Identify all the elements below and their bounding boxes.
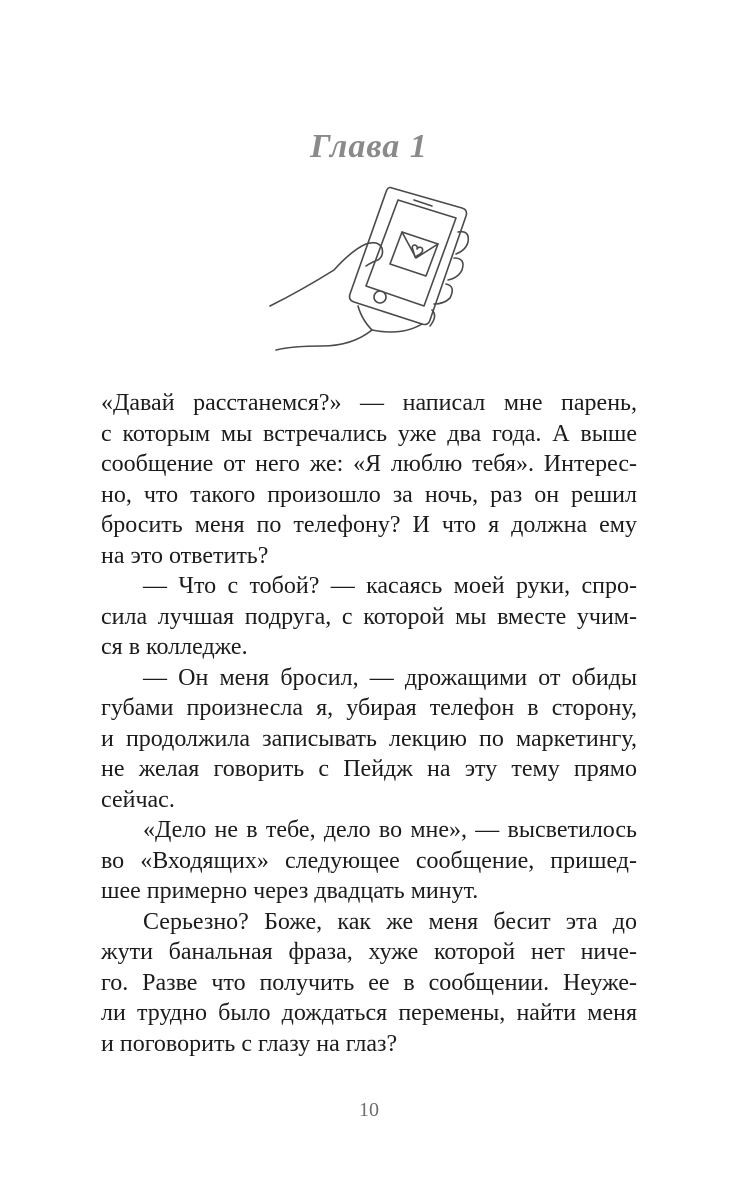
text-line: «Давай расстанемся?» — написал мне парень,: [101, 390, 637, 416]
hand-holding-phone-illustration: [262, 180, 482, 360]
paragraph: [101, 663, 637, 816]
page-number: 10: [359, 1099, 379, 1121]
text-line: «Дело не в тебе, дело во мне», — высветилось: [143, 817, 637, 843]
text-line: и продолжила записывать лекцию по маркетингу,: [101, 725, 637, 752]
text-line: — Он меня бросил, — дрожащими от обиды: [143, 664, 637, 691]
body-text: [101, 388, 637, 1059]
text-line: сообщение от него же: «Я люблю тебя». Интерес-: [101, 451, 637, 477]
hand-holding-phone-with-heart-envelope-icon: [262, 180, 482, 360]
text-line: на это ответить?: [101, 542, 269, 569]
text-line: сейчас.: [101, 786, 175, 813]
chapter-title: Глава 1: [310, 128, 428, 165]
paragraph: [101, 907, 637, 1060]
paragraph: [101, 815, 637, 907]
text-line: но, что такого произошло за ночь, раз он решил: [101, 481, 637, 508]
text-line: ся в колледже.: [101, 634, 248, 660]
text-line: бросить меня по телефону? И что я должна ему: [101, 512, 637, 538]
text-line: — Что с тобой? — касаясь моей руки, спро-: [143, 573, 637, 599]
paragraph: [101, 388, 637, 571]
text-line: с которым мы встречались уже два года. А выше: [101, 420, 637, 447]
text-line: не желая говорить с Пейдж на эту тему прямо: [101, 756, 637, 782]
text-line: шее примерно через двадцать минут.: [101, 878, 479, 904]
paragraph: [101, 571, 637, 663]
text-line: губами произнесла я, убирая телефон в сторону,: [101, 695, 637, 721]
text-line: ли трудно было дождаться перемены, найти меня: [101, 1000, 637, 1026]
text-line: и поговорить с глазу на глаз?: [101, 1030, 398, 1057]
text-line: го. Разве что получить ее в сообщении. Неуже-: [101, 969, 637, 996]
text-line: жути банальная фраза, хуже которой нет ниче-: [101, 939, 637, 965]
text-line: Серьезно? Боже, как же меня бесит эта до: [143, 908, 637, 935]
text-line: сила лучшая подруга, с которой мы вместе учим-: [101, 603, 637, 630]
text-line: во «Входящих» следующее сообщение, пришед-: [101, 847, 637, 874]
